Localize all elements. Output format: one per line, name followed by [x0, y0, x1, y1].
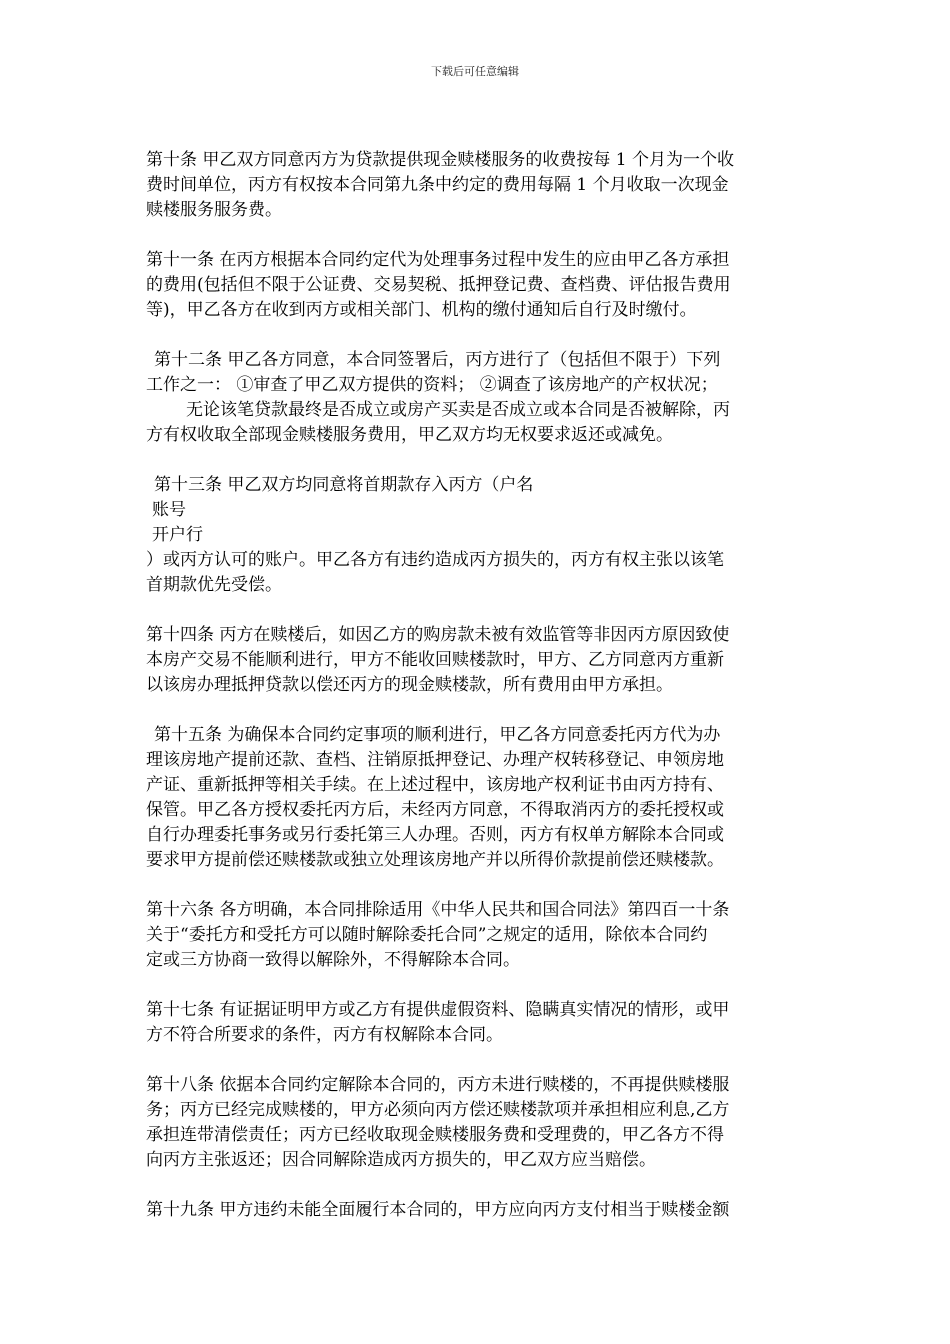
- text-line: 等)，甲乙各方在收到丙方或相关部门、机构的缴付通知后自行及时缴付。: [146, 300, 697, 320]
- text-line: 第十三条 甲乙双方均同意将首期款存入丙方（户名: [154, 475, 534, 495]
- text-line: 关于“委托方和受托方可以随时解除委托合同”之规定的适用，除依本合同约: [146, 925, 708, 945]
- text-line: 赎楼服务服务费。: [146, 200, 282, 220]
- text-line: 务；丙方已经完成赎楼的，甲方必须向丙方偿还赎楼款项并承担相应利息,乙方: [146, 1100, 730, 1120]
- text-line: 承担连带清偿责任；丙方已经收取现金赎楼服务费和受理费的，甲乙各方不得: [146, 1125, 724, 1145]
- text-line: 首期款优先受偿。: [146, 575, 282, 595]
- text-line: 自行办理委托事务或另行委托第三人办理。否则，丙方有权单方解除本合同或: [146, 825, 724, 845]
- article-12: [146, 348, 816, 448]
- text-line: 第十五条 为确保本合同约定事项的顺利进行，甲乙各方同意委托丙方代为办: [154, 725, 721, 745]
- article-18: [146, 1073, 816, 1173]
- article-13: [146, 473, 816, 598]
- text-line: 费时间单位，丙方有权按本合同第九条中约定的费用每隔 1 个月收取一次现金: [146, 175, 729, 195]
- text-line: 要求甲方提前偿还赎楼款或独立处理该房地产并以所得价款提前偿还赎楼款。: [146, 850, 724, 870]
- text-line: 工作之一： ①审查了甲乙双方提供的资料； ②调查了该房地产的产权状况；: [146, 375, 718, 395]
- text-line: 第十八条 依据本合同约定解除本合同的，丙方未进行赎楼的，不再提供赎楼服: [146, 1075, 730, 1095]
- text-line: ）或丙方认可的账户。甲乙各方有违约造成丙方损失的，丙方有权主张以该笔: [146, 550, 724, 570]
- text-line: 方不符合所要求的条件，丙方有权解除本合同。: [146, 1025, 503, 1045]
- text-line: 本房产交易不能顺利进行，甲方不能收回赎楼款时，甲方、乙方同意丙方重新: [146, 650, 724, 670]
- text-line: 的费用(包括但不限于公证费、交易契税、抵押登记费、查档费、评估报告费用: [146, 275, 731, 295]
- text-line: 方有权收取全部现金赎楼服务费用，甲乙双方均无权要求返还或减免。: [146, 425, 673, 445]
- article-17: [146, 998, 816, 1048]
- text-line: 定或三方协商一致得以解除外，不得解除本合同。: [146, 950, 520, 970]
- text-line: 无论该笔贷款最终是否成立或房产买卖是否成立或本合同是否被解除，丙: [186, 400, 730, 420]
- text-line: 保管。甲乙各方授权委托丙方后，未经丙方同意，不得取消丙方的委托授权或: [146, 800, 724, 820]
- text-line: 第十一条 在丙方根据本合同约定代为处理事务过程中发生的应由甲乙各方承担: [146, 250, 730, 270]
- text-line: 第十二条 甲乙各方同意，本合同签署后，丙方进行了（包括但不限于）下列: [154, 350, 721, 370]
- text-line: 产证、重新抵押等相关手续。在上述过程中，该房地产权利证书由丙方持有、: [146, 775, 724, 795]
- article-10: [146, 148, 816, 223]
- account-number-label: 账号: [152, 500, 186, 520]
- text-line: 以该房办理抵押贷款以偿还丙方的现金赎楼款，所有费用由甲方承担。: [146, 675, 673, 695]
- text-line: 第十四条 丙方在赎楼后，如因乙方的购房款未被有效监管等非因丙方原因致使: [146, 625, 730, 645]
- article-19: [146, 1198, 816, 1223]
- article-14: [146, 623, 816, 698]
- text-line: 第十六条 各方明确，本合同排除适用《中华人民共和国合同法》第四百一十条: [146, 900, 730, 920]
- article-11: [146, 248, 816, 323]
- text-line: 理该房地产提前还款、查档、注销原抵押登记、办理产权转移登记、申领房地: [146, 750, 724, 770]
- text-line: 向丙方主张返还；因合同解除造成丙方损失的，甲乙双方应当赔偿。: [146, 1150, 656, 1170]
- page-header: 下载后可任意编辑: [431, 65, 519, 78]
- article-16: [146, 898, 816, 973]
- text-line: 第十七条 有证据证明甲方或乙方有提供虚假资料、隐瞒真实情况的情形，或甲: [146, 1000, 730, 1020]
- document-body: [146, 148, 816, 1248]
- text-line: 第十九条 甲方违约未能全面履行本合同的，甲方应向丙方支付相当于赎楼金额: [146, 1200, 730, 1220]
- article-15: [146, 723, 816, 873]
- text-line: 第十条 甲乙双方同意丙方为贷款提供现金赎楼服务的收费按每 1 个月为一个收: [146, 150, 735, 170]
- bank-label: 开户行: [152, 525, 203, 545]
